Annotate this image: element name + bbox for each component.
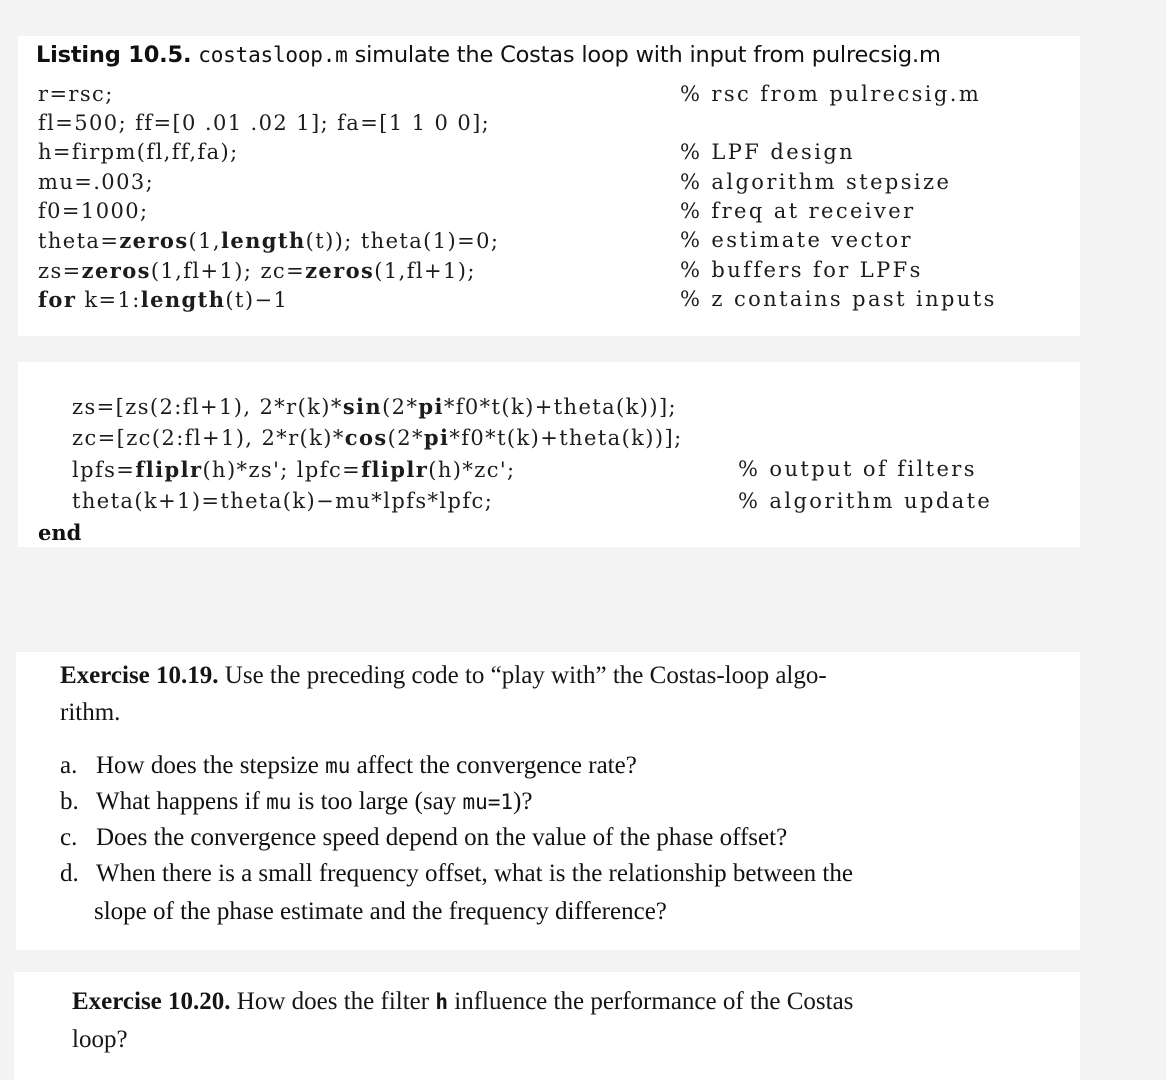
item-text: How does the stepsize: [96, 752, 326, 779]
code-keyword: zeros: [305, 258, 375, 283]
exercise-20-label: Exercise 10.20.: [72, 988, 231, 1015]
code-token: (h)*zs'; lpfc=: [202, 458, 362, 482]
code-keyword: length: [140, 287, 226, 312]
item-marker: b.: [60, 788, 79, 815]
code-token: k=1:: [76, 288, 141, 312]
exercise-19-intro: [60, 657, 827, 731]
inline-code: mu: [266, 790, 292, 814]
code-token: theta=: [38, 229, 120, 253]
exercise-19-item-c: [60, 820, 787, 856]
code-line-4: mu=.003;: [38, 170, 155, 194]
exercise-20: [72, 983, 853, 1058]
code-line-10: [72, 425, 683, 450]
code-keyword: pi: [418, 394, 444, 419]
code-keyword: fliplr: [135, 457, 203, 482]
listing-filename: costasloop.m: [198, 43, 348, 67]
code-token: (2*: [382, 395, 419, 419]
code-token: (1,fl+1);: [374, 259, 476, 283]
exercise-19-item-b: [60, 784, 532, 820]
code-keyword: cos: [344, 425, 388, 450]
code-keyword: length: [220, 228, 306, 253]
exercise-19-text-line2: rithm.: [60, 699, 121, 726]
code-line-3: h=firpm(fl,ff,fa);: [38, 140, 239, 164]
code-keyword: pi: [423, 425, 450, 450]
code-token: *f0*t(k)+theta(k))];: [449, 426, 683, 450]
code-keyword: fliplr: [361, 457, 429, 482]
code-line-8: [38, 287, 288, 312]
item-text: )?: [513, 788, 533, 815]
code-keyword: zeros: [119, 228, 189, 253]
code-line-6: [38, 228, 499, 253]
code-token: (t)); theta(1)=0;: [305, 229, 500, 253]
code-line-11: [72, 457, 516, 482]
item-text: What happens if: [96, 788, 267, 815]
code-comment-6: % estimate vector: [680, 228, 913, 252]
code-token: (1,fl+1); zc=: [150, 259, 306, 283]
exercise-19-text-line1: Use the preceding code to “play with” the Costas-loop algo-: [224, 662, 827, 689]
inline-code: mu=1: [462, 790, 514, 814]
code-token: lpfs=: [72, 458, 136, 482]
loop-body-panel: [18, 362, 1080, 547]
code-comment-4: % algorithm stepsize: [680, 170, 952, 194]
code-token: (t)−1: [225, 288, 289, 312]
listing-caption: [36, 42, 941, 68]
code-comment-11: % output of filters: [738, 457, 977, 481]
code-keyword: for: [38, 287, 77, 312]
exercise-20-text-line2: loop?: [72, 1026, 128, 1053]
exercise-19-item-d: [60, 856, 853, 892]
item-text: Does the convergence speed depend on the value of the phase offset?: [96, 824, 788, 851]
code-end-keyword: end: [38, 520, 82, 545]
code-line-2: fl=500; ff=[0 .01 .02 1]; fa=[1 1 0 0];: [38, 111, 491, 135]
listing-label: Listing 10.5.: [36, 42, 192, 68]
code-line-12: theta(k+1)=theta(k)−mu*lpfs*lpfc;: [72, 489, 494, 513]
code-line-7: [38, 258, 476, 283]
code-comment-12: % algorithm update: [738, 489, 993, 513]
inline-code: mu: [325, 754, 351, 778]
code-token: (1,: [188, 229, 221, 253]
item-marker: d.: [60, 860, 79, 887]
code-token: *f0*t(k)+theta(k))];: [443, 395, 678, 419]
exercise-20-text: influence the performance of the Costas: [448, 988, 854, 1015]
item-marker: c.: [60, 824, 78, 851]
item-text: affect the convergence rate?: [350, 752, 637, 779]
code-comment-8: % z contains past inputs: [680, 287, 997, 311]
item-marker: a.: [60, 752, 78, 779]
code-token: zs=[zs(2:fl+1), 2*r(k)*: [72, 395, 343, 419]
code-line-1: r=rsc;: [38, 82, 114, 106]
exercise-19-item-a: [60, 748, 637, 784]
code-keyword: zeros: [81, 258, 151, 283]
exercise-19-item-d-continuation: slope of the phase estimate and the frequency difference?: [94, 898, 667, 925]
code-token: zs=: [38, 259, 82, 283]
exercise-20-text: How does the filter: [236, 988, 436, 1015]
code-token: zc=[zc(2:fl+1), 2*r(k)*: [72, 426, 345, 450]
inline-code: h: [435, 990, 449, 1014]
code-line-9: [72, 394, 677, 419]
code-keyword: sin: [342, 394, 383, 419]
item-text: is too large (say: [291, 788, 463, 815]
item-text: When there is a small frequency offset, what is the relationship between the: [96, 860, 853, 887]
code-token: (2*: [387, 426, 424, 450]
code-comment-5: % freq at receiver: [680, 199, 916, 223]
code-token: (h)*zc';: [428, 458, 516, 482]
code-line-5: f0=1000;: [38, 199, 149, 223]
exercise-19-label: Exercise 10.19.: [60, 662, 219, 689]
listing-description: simulate the Costas loop with input from pulrecsig.m: [354, 42, 941, 68]
code-comment-7: % buffers for LPFs: [680, 258, 923, 282]
code-comment-3: % LPF design: [680, 140, 856, 164]
code-comment-1: % rsc from pulrecsig.m: [680, 82, 982, 106]
